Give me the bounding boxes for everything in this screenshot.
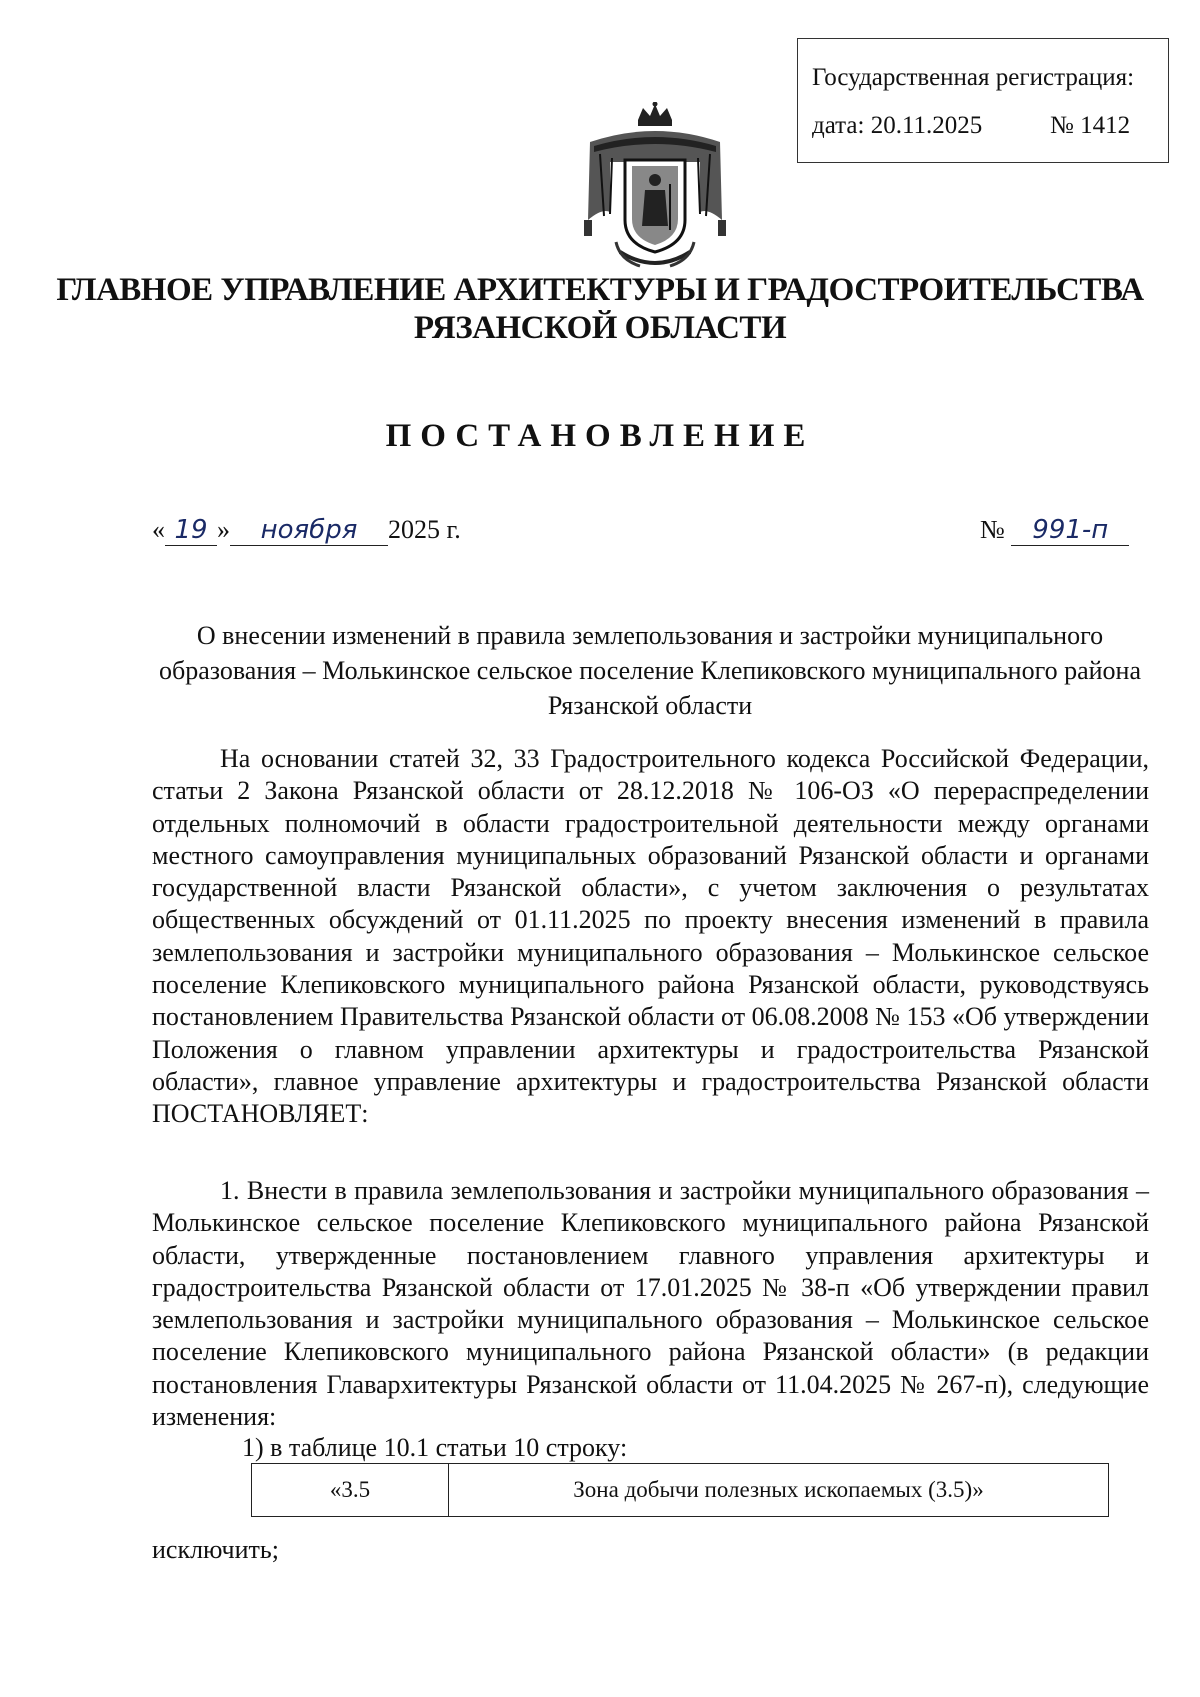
ryazan-coat-of-arms-icon	[580, 102, 730, 277]
registration-number: № 1412	[1050, 112, 1131, 139]
subitem-1: 1) в таблице 10.1 статьи 10 строку:	[242, 1433, 628, 1462]
item-1-paragraph: 1. Внести в правила землепользования и застройки муниципального образования – Молькинское сельское поселение Клепиковского муниципального района Рязанской области, утвержденные постановлением главного управления архитектуры и градостроительства Рязанской области от 17.01.2025 № 38-п «Об утверждении правил землепользования и застройки муниципального образования – Молькинское сельское поселение Клепиковского муниципального района Рязанской области» (в редакции постановления Главархитектуры Рязанской области от 11.04.2025 № 267-п), следующие изменения:	[152, 1176, 1149, 1432]
date-close-quote: »	[217, 515, 230, 544]
date-day: 19	[165, 515, 217, 546]
after-table-text: исключить;	[152, 1535, 279, 1564]
date-open-quote: «	[152, 515, 165, 544]
registration-date: дата: 20.11.2025	[812, 112, 983, 139]
date-month: ноября	[230, 515, 388, 546]
organization-name-line2: РЯЗАНСКОЙ ОБЛАСТИ	[413, 310, 787, 346]
preamble-paragraph: На основании статей 32, 33 Градостроительного кодекса Российской Федерации, статьи 2 Закона Рязанской области от 28.12.2018 № 106-ОЗ «О перераспределении отдельных полномочий в области градостроительной деятельности между органами местного самоуправления муниципальных образований Рязанской области и органами государственной власти Рязанской области», с учетом заключения о результатах общественных обсуждений от 01.11.2025 по проекту внесения изменений в правила землепользования и застройки муниципального образования – Молькинское сельское поселение Клепиковского муниципального района Рязанской области, руководствуясь постановлением Правительства Рязанской области от 06.08.2008 № 153 «Об утверждении Положения о главном управлении архитектуры и градостроительства Рязанской области», главное управление архитектуры и градостроительства Рязанской области ПОСТАНОВЛЯЕТ:	[152, 744, 1149, 1129]
document-date	[152, 515, 461, 546]
table-cell-name: Зона добычи полезных ископаемых (3.5)»	[449, 1464, 1109, 1517]
table-row	[252, 1464, 1109, 1517]
document-type: ПОСТАНОВЛЕНИЕ	[385, 418, 815, 454]
date-year: 2025 г.	[388, 515, 461, 544]
registration-title: Государственная регистрация:	[812, 64, 1135, 91]
document-subject: О внесении изменений в правила землепользования и застройки муниципального образования – Молькинское сельское поселение Клепиковского муниципального района Рязанской области	[158, 621, 1141, 720]
table-cell-code: «3.5	[252, 1464, 449, 1517]
number-prefix: №	[980, 515, 1005, 544]
document-number	[980, 515, 1129, 546]
registration-stamp	[797, 38, 1169, 163]
number-value: 991-п	[1011, 515, 1129, 546]
organization-name-line1: ГЛАВНОЕ УПРАВЛЕНИЕ АРХИТЕКТУРЫ И ГРАДОСТРОИТЕЛЬСТВА	[56, 272, 1144, 308]
zones-table	[251, 1463, 1109, 1517]
